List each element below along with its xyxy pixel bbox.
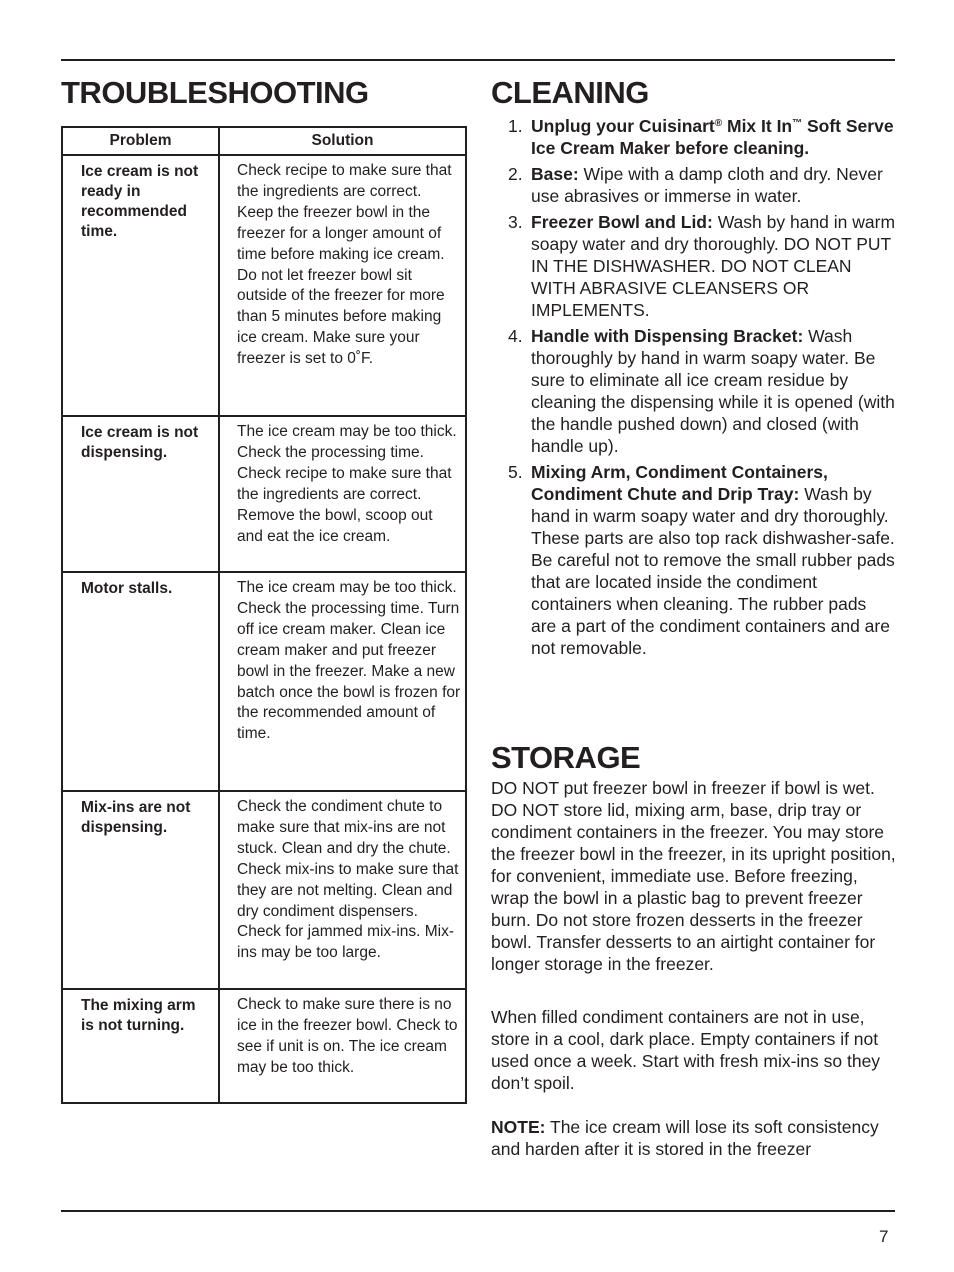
table-row <box>62 572 466 791</box>
problem-cell: The mixing arm is not turning. <box>62 989 219 1103</box>
table-row <box>62 155 466 416</box>
problem-cell: Ice cream is not dispensing. <box>62 416 219 572</box>
problem-header: Problem <box>62 127 219 155</box>
step-label: Handle with Dispensing Bracket: <box>531 326 804 346</box>
step-text: Unplug your Cuisinart® Mix It In™ Soft Serve Ice Cream Maker before cleaning. <box>531 116 894 158</box>
step-label: Base: <box>531 164 579 184</box>
solution-cell: Check to make sure there is no ice in the freezer bowl. Check to see if unit is on. The ice cream may be too thick. <box>219 989 466 1103</box>
solution-cell: The ice cream may be too thick. Check the processing time. Check recipe to make sure that the ingredients are correct. Remove the bowl, scoop out and eat the ice cream. <box>219 416 466 572</box>
step-number: 3. <box>508 212 523 232</box>
step-text: Wipe with a damp cloth and dry. Never use abrasives or immerse in water. <box>531 164 883 206</box>
top-rule <box>61 59 895 61</box>
step-label: Mixing Arm, Condiment Containers, Condiment Chute and Drip Tray: <box>531 462 828 504</box>
table-header-row <box>62 127 466 155</box>
cleaning-steps <box>491 115 896 663</box>
step-number: 2. <box>508 164 523 184</box>
problem-cell: Ice cream is not ready in recommended time. <box>62 155 219 416</box>
solution-header: Solution <box>219 127 466 155</box>
page-number: 7 <box>879 1227 889 1246</box>
storage-paragraph: DO NOT put freezer bowl in freezer if bowl is wet. DO NOT store lid, mixing arm, base, drip tray or condiment containers in the freezer. You may store the freezer bowl in the freezer, in its upright position, for convenient, immediate use. Before freezing, wrap the bowl in a plastic bag to prevent freezer burn. Do not store frozen desserts in the freezer bowl. Transfer desserts to an airtight container for longer storage in the freezer. <box>491 778 896 974</box>
note-text: The ice cream will lose its soft consistency and harden after it is stored in the freezer <box>491 1117 879 1159</box>
step-label: Freezer Bowl and Lid: <box>531 212 713 232</box>
solution-cell: The ice cream may be too thick. Check the processing time. Turn off ice cream maker. Clean ice cream maker and put freezer bowl in the freezer. Make a new batch once the bowl is frozen for the recommended amount of time. <box>219 572 466 791</box>
cleaning-step <box>491 115 896 159</box>
storage-note <box>491 1116 896 1160</box>
cleaning-step <box>491 163 896 207</box>
table-row <box>62 791 466 989</box>
cleaning-step <box>491 211 896 321</box>
problem-cell: Mix-ins are not dispensing. <box>62 791 219 989</box>
solution-cell: Check recipe to make sure that the ingredients are correct. Keep the freezer bowl in the freezer for a longer amount of time before making ice cream. Do not let freezer bowl sit outside of the freezer for more than 5 minutes before making ice cream. Make sure your freezer is set to 0˚F. <box>219 155 466 416</box>
step-number: 4. <box>508 326 523 346</box>
troubleshooting-table <box>61 126 467 1104</box>
solution-cell: Check the condiment chute to make sure that mix-ins are not stuck. Clean and dry the chute. Check mix-ins to make sure that they are not melting. Clean and dry condiment dispensers. Check for jammed mix-ins. Mix-ins may be too large. <box>219 791 466 989</box>
table-row <box>62 989 466 1103</box>
troubleshooting-title: TROUBLESHOOTING <box>61 75 369 110</box>
step-number: 5. <box>508 462 523 482</box>
problem-cell: Motor stalls. <box>62 572 219 791</box>
cleaning-step <box>491 325 896 457</box>
step-text: Wash thoroughly by hand in warm soapy water. Be sure to eliminate all ice cream residue by cleaning the dispensing while it is opened (with the handle pushed down) and closed (with handle up). <box>531 326 895 456</box>
cleaning-step <box>491 461 896 659</box>
step-text: Wash by hand in warm soapy water and dry thoroughly. DO NOT PUT IN THE DISHWASHER. DO NOT CLEAN WITH ABRASIVE CLEANSERS OR IMPLEMENTS. <box>531 212 896 320</box>
cleaning-title: CLEANING <box>491 75 649 110</box>
step-number: 1. <box>508 116 523 136</box>
note-label: NOTE: <box>491 1117 546 1137</box>
table-row <box>62 416 466 572</box>
bottom-rule <box>61 1210 895 1212</box>
storage-title: STORAGE <box>491 740 641 775</box>
step-text: Wash by hand in warm soapy water and dry thoroughly. These parts are also top rack dishwasher-safe. Be careful not to remove the small rubber pads that are located inside the condiment containers when cleaning. The rubber pads are a part of the condiment containers and are not removable. <box>531 484 895 658</box>
storage-paragraph: When filled condiment containers are not in use, store in a cool, dark place. Empty containers if not used once a week. Start with fresh mix-ins so they don’t spoil. <box>491 1007 881 1093</box>
